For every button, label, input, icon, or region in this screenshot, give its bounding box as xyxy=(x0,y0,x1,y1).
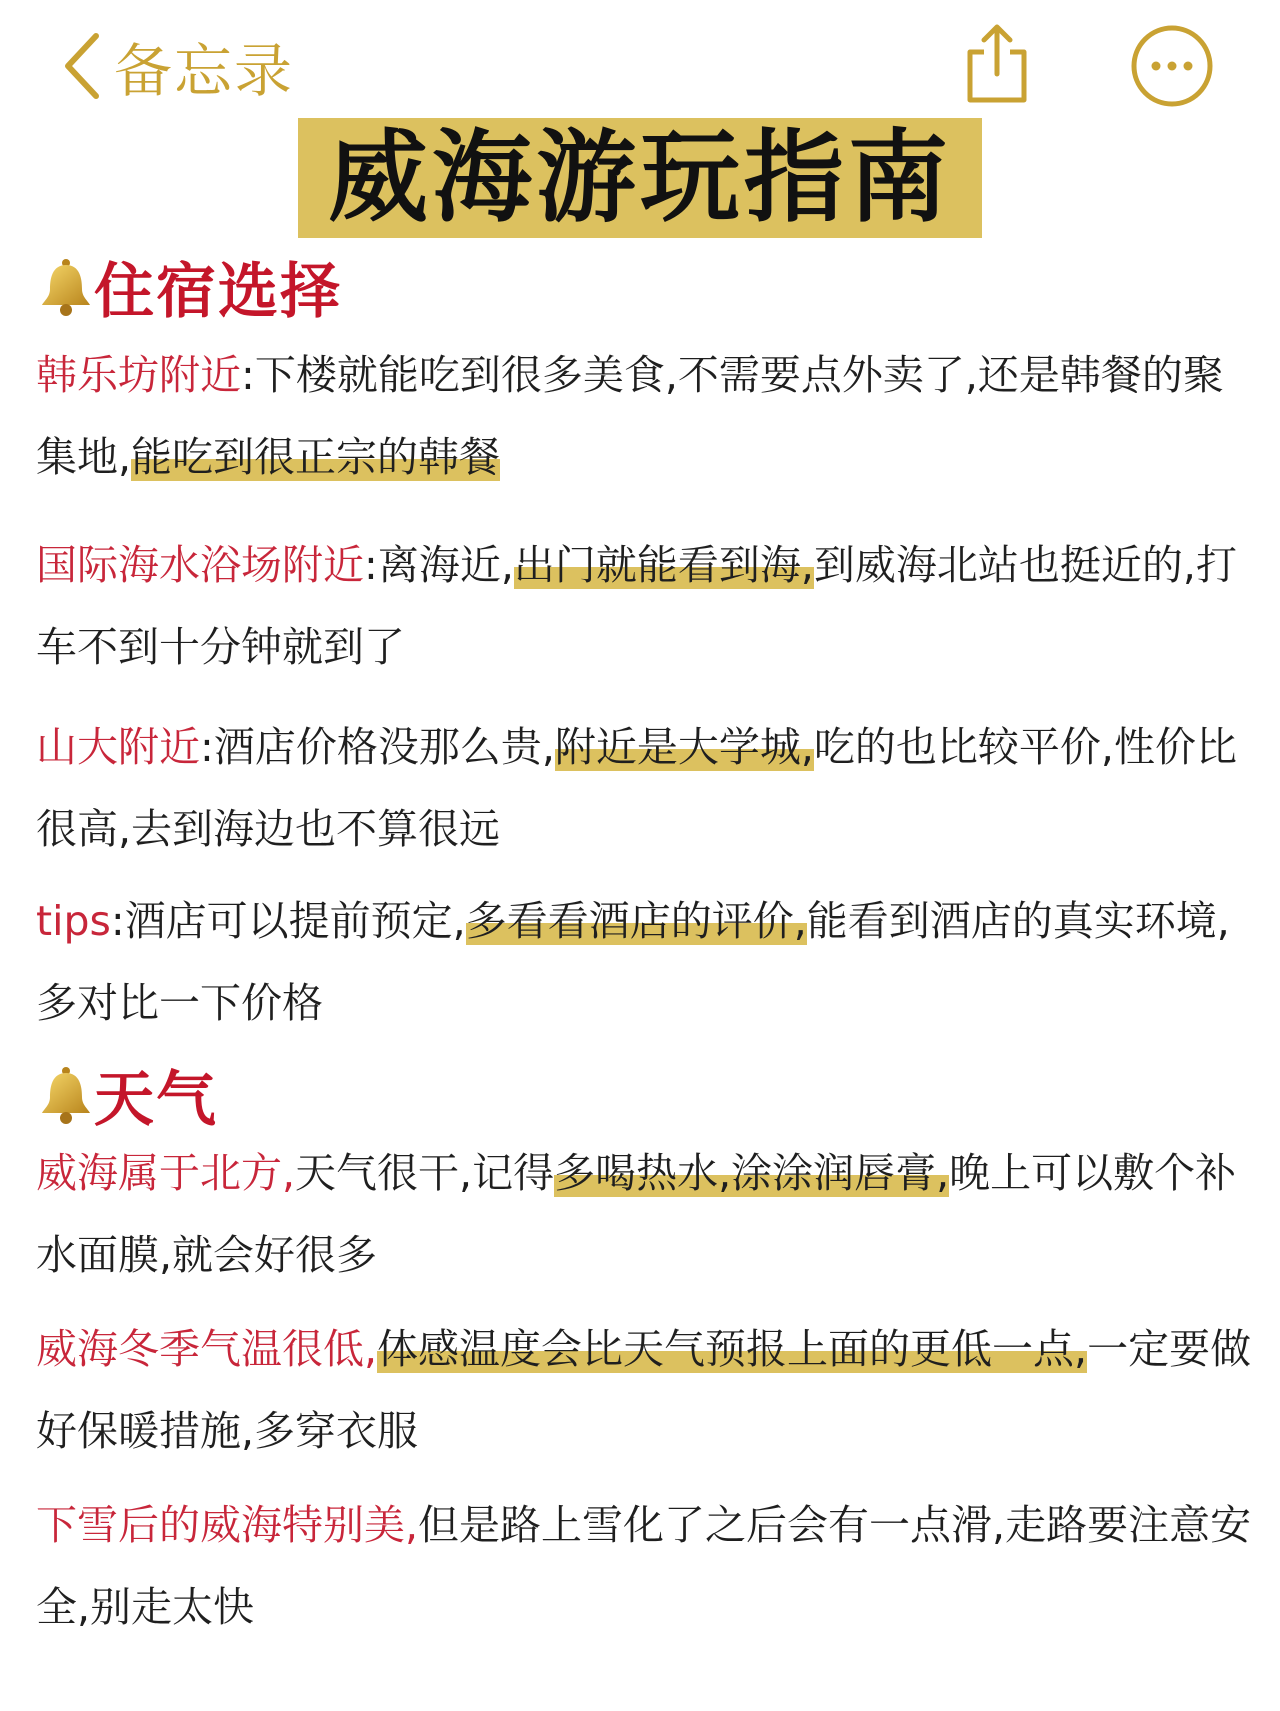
list-item xyxy=(36,706,1256,870)
note-title-container xyxy=(0,118,1280,238)
item-separator: : xyxy=(200,723,214,771)
back-label: 备忘录 xyxy=(114,37,295,105)
item-highlight: 附近是大学城, xyxy=(554,723,814,771)
bell-icon xyxy=(36,257,92,317)
list-item xyxy=(36,524,1256,688)
item-text-tail: 能看到酒店的真实环境,多对比一下价格 xyxy=(36,897,1230,1027)
item-text: 酒店可以提前预定, xyxy=(124,897,466,945)
list-item xyxy=(36,1308,1256,1472)
item-separator: : xyxy=(241,351,255,399)
back-button[interactable] xyxy=(60,28,294,104)
item-text: 但是路上雪化了之后会有一点滑,走路要注意安全,别走太快 xyxy=(36,1501,1252,1631)
top-navigation-bar xyxy=(0,0,1280,130)
item-text-tail: 晚上可以敷个补水面膜,就会好很多 xyxy=(36,1149,1237,1279)
item-text: 天气很干,记得 xyxy=(295,1149,555,1197)
item-key: 威海属于北方, xyxy=(36,1149,296,1197)
item-key: 下雪后的威海特别美, xyxy=(36,1501,419,1549)
item-separator: : xyxy=(110,897,125,945)
item-key: tips xyxy=(36,897,111,945)
item-key: 国际海水浴场附近 xyxy=(36,541,364,589)
bell-icon xyxy=(36,1065,92,1125)
section-title: 住宿选择 xyxy=(94,257,342,327)
note-title: 威海游玩指南 xyxy=(298,118,982,238)
list-item xyxy=(36,880,1256,1044)
item-highlight: 出门就能看到海, xyxy=(513,541,814,589)
item-text: 下楼就能吃到很多美食,不需要点外卖了,还是韩餐的聚集地, xyxy=(36,351,1224,481)
item-highlight: 多看看酒店的评价, xyxy=(465,897,807,945)
item-separator: : xyxy=(364,541,378,589)
note-content[interactable] xyxy=(36,250,1256,1648)
share-icon[interactable] xyxy=(962,22,1032,106)
item-key: 山大附近 xyxy=(36,723,200,771)
section-title: 天气 xyxy=(94,1065,218,1135)
list-item xyxy=(36,334,1256,498)
item-key: 威海冬季气温很低, xyxy=(36,1325,378,1373)
list-item xyxy=(36,1484,1256,1648)
item-text: 离海近, xyxy=(377,541,514,589)
item-highlight: 体感温度会比天气预报上面的更低一点, xyxy=(377,1325,1088,1373)
section-header-weather xyxy=(36,1058,1256,1135)
item-text-tail: 吃的也比较平价,性价比很高,去到海边也不算很远 xyxy=(36,723,1237,853)
chevron-left-icon xyxy=(60,30,108,102)
item-highlight: 能吃到很正宗的韩餐 xyxy=(131,433,501,481)
item-text: 酒店价格没那么贵, xyxy=(213,723,555,771)
more-options-icon[interactable] xyxy=(1130,24,1214,108)
item-text-tail: 到威海北站也挺近的,打车不到十分钟就到了 xyxy=(36,541,1237,671)
item-text-tail: 一定要做好保暖措施,多穿衣服 xyxy=(36,1325,1252,1455)
item-highlight: 多喝热水,涂涂润唇膏, xyxy=(554,1149,950,1197)
section-header-accommodation xyxy=(36,250,1256,327)
item-key: 韩乐坊附近 xyxy=(36,351,241,399)
list-item xyxy=(36,1132,1256,1296)
